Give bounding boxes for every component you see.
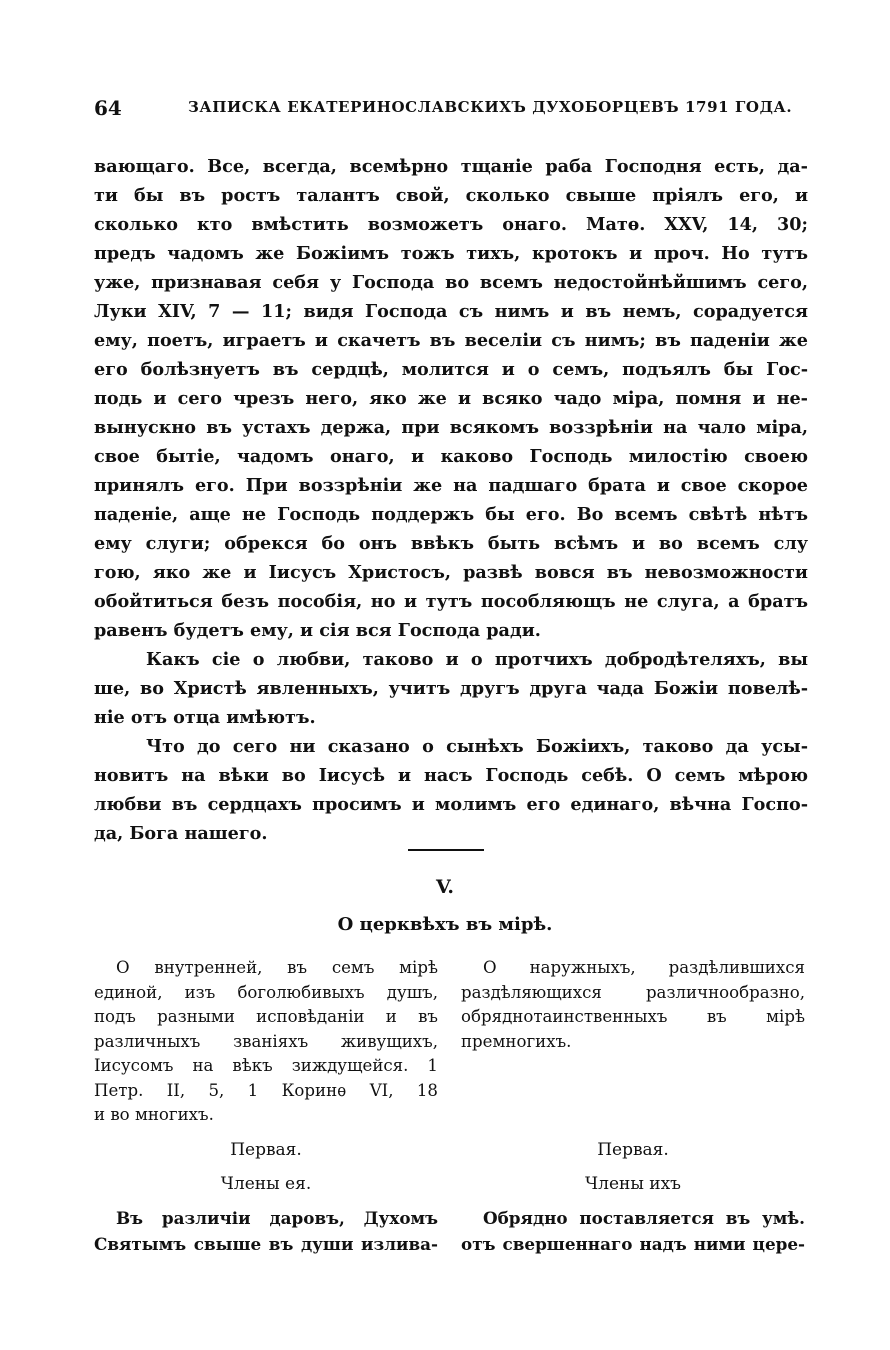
- right-column: [461, 956, 805, 1054]
- column-line: О внутренней, въ семъ мірѣ: [116, 958, 438, 977]
- left-column-continuation: [94, 1205, 438, 1257]
- text-line: принялъ его. При воззрѣніи же на падшаго брата и свое скорое: [94, 475, 808, 496]
- column-line: Іисусомъ на вѣкъ зиждущейся. 1: [94, 1056, 438, 1075]
- text-line: вающаго. Все, всегда, всемѣрно тщаніе раба Господня есть, да-: [94, 156, 808, 177]
- text-line: ему, поетъ, играетъ и скачетъ въ веселіи съ нимъ; въ паденіи же: [94, 330, 808, 351]
- main-text: [94, 152, 808, 848]
- running-title: ЗАПИСКА ЕКАТЕРИНОСЛАВСКИХЪ ДУХОБОРЦЕВЪ 1791 ГОДА.: [188, 98, 793, 116]
- text-line: да, Бога нашего.: [94, 823, 268, 844]
- column-line: Святымъ свыше въ души излива-: [94, 1234, 438, 1254]
- text-line: ти бы въ ростъ талантъ свой, сколько свыше пріялъ его, и: [94, 185, 808, 206]
- text-line: новитъ на вѣки во Іисусѣ и насъ Господь себѣ. О семъ мѣрою: [94, 765, 808, 786]
- column-line: премногихъ.: [461, 1031, 572, 1051]
- text-line: Луки XIV, 7 — 11; видя Господа съ нимъ и въ немъ, сорадуется: [94, 301, 808, 322]
- page-number: 64: [94, 96, 122, 120]
- column-line: О наружныхъ, раздѣлившихся: [483, 958, 805, 977]
- column-line: обряднотаинственныхъ въ мірѣ: [461, 1007, 805, 1026]
- text-line: вынускно въ устахъ держа, при всякомъ воззрѣніи на чало міра,: [94, 417, 808, 438]
- column-line: Въ различіи даровъ, Духомъ: [116, 1208, 438, 1228]
- text-line: предъ чадомъ же Божіимъ тожъ тихъ, кротокъ и проч. Но тутъ: [94, 243, 808, 264]
- section-number: V.: [435, 876, 455, 898]
- text-line: ніе отъ отца имѣютъ.: [94, 707, 316, 728]
- page-header: [94, 96, 804, 126]
- text-line: подь и сего чрезъ него, яко же и всяко чадо міра, помня и не-: [94, 388, 808, 409]
- text-line: уже, признавая себя у Господа во всемъ недостойнѣйшимъ сего,: [94, 272, 808, 293]
- column-line: раздѣляющихся различнообразно,: [461, 982, 805, 1002]
- text-line: любви въ сердцахъ просимъ и молимъ его единаго, вѣчна Госпо-: [94, 794, 808, 815]
- text-line: ему слуги; обрекся бо онъ ввѣкъ быть всѣмъ и во всемъ слу: [94, 533, 808, 554]
- column-line: Петр. II, 5, 1 Коринѳ VI, 18: [94, 1080, 438, 1100]
- column-line: подъ разными исповѣданіи и въ: [94, 1007, 438, 1026]
- text-line: Какъ сіе о любви, таково и о протчихъ добродѣтеляхъ, вы: [146, 649, 808, 670]
- left-column-subheading: Члены ея.: [220, 1174, 312, 1194]
- text-line: сколько кто вмѣстить возможетъ онаго. Матѳ. XXV, 14, 30;: [94, 214, 808, 235]
- column-line: единой, изъ боголюбивыхъ душъ,: [94, 982, 438, 1002]
- text-line: гою, яко же и Іисусъ Христосъ, развѣ вовся въ невозможности: [94, 562, 808, 583]
- text-line: равенъ будетъ ему, и сія вся Господа ради.: [94, 620, 541, 641]
- right-column-subheading: Члены ихъ: [585, 1174, 681, 1194]
- section-divider: [408, 849, 484, 851]
- text-line: паденіе, аще не Господь поддержъ бы его. Во всемъ свѣтѣ нѣтъ: [94, 504, 808, 525]
- text-line: его болѣзнуетъ въ сердцѣ, молится и о семъ, подъялъ бы Гос-: [94, 359, 808, 380]
- column-line: и во многихъ.: [94, 1105, 214, 1124]
- column-line: отъ свершеннаго надъ ними цере-: [461, 1234, 805, 1254]
- text-line: свое бытіе, чадомъ онаго, и каково Господь милостію своею: [94, 446, 808, 467]
- right-column-heading: Первая.: [597, 1140, 669, 1160]
- text-line: Что до сего ни сказано о сынѣхъ Божіихъ, таково да усы-: [146, 736, 808, 757]
- right-column-continuation: [461, 1205, 805, 1257]
- column-line: Обрядно поставляется въ умѣ.: [483, 1208, 805, 1228]
- left-column-heading: Первая.: [230, 1140, 302, 1160]
- column-line: различныхъ званіяхъ живущихъ,: [94, 1031, 438, 1051]
- left-column: [94, 956, 438, 1128]
- text-line: ше, во Христѣ явленныхъ, учитъ другъ друга чада Божіи повелѣ-: [94, 678, 808, 699]
- text-line: обойтиться безъ пособія, но и тутъ пособляющъ не слуга, а братъ: [94, 591, 808, 612]
- section-title: О церквѣхъ въ мірѣ.: [337, 914, 553, 935]
